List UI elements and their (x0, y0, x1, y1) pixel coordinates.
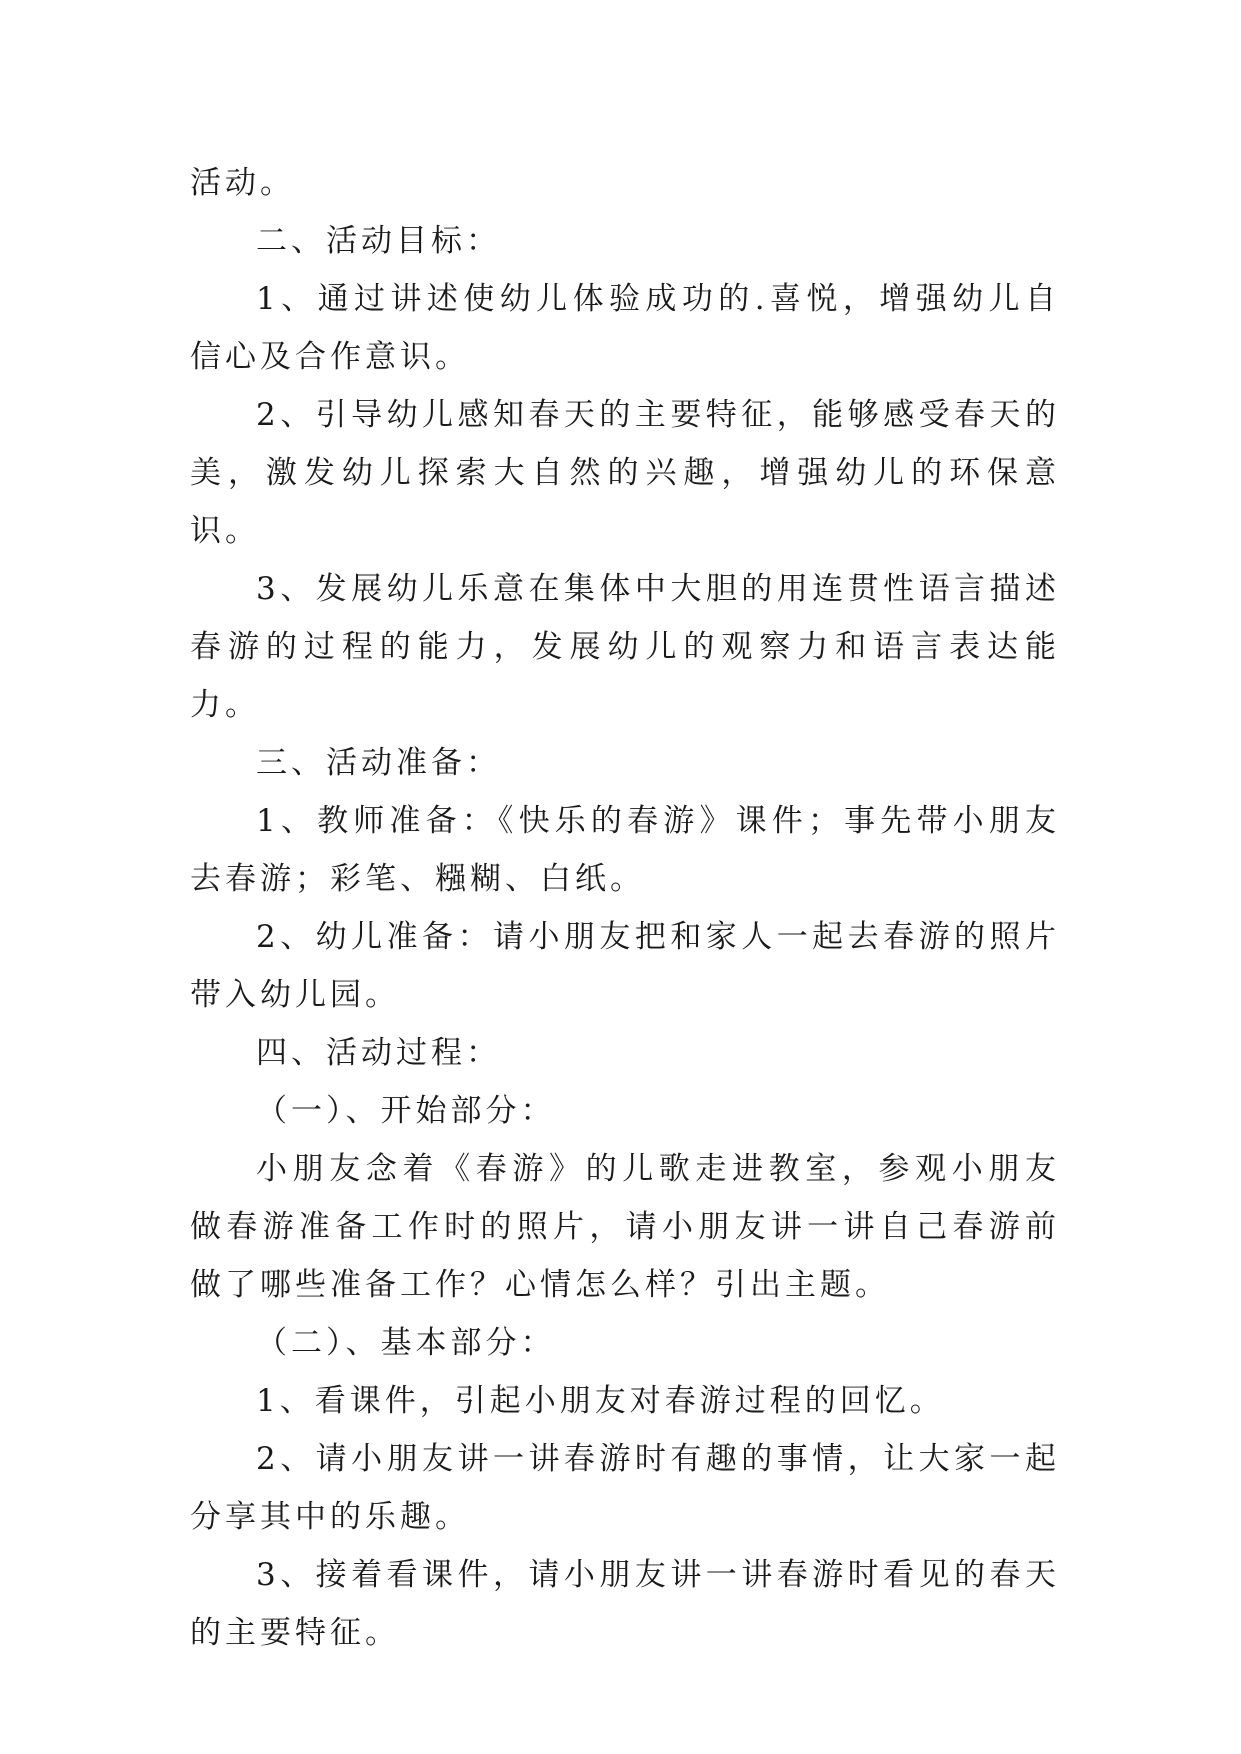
preparation-item-1: 1、教师准备：《快乐的春游》课件；事先带小朋友去春游；彩笔、糨糊、白纸。 (190, 803, 1060, 897)
basic-part-item-2: 2、请小朋友讲一讲春游时有趣的事情，让大家一起分享其中的乐趣。 (190, 1441, 1060, 1535)
heading-activity-preparation: 三、活动准备： (256, 745, 501, 781)
goal-item-2: 2、引导幼儿感知春天的主要特征，能够感受春天的美，激发幼儿探索大自然的兴趣，增强幼儿的环保意识。 (190, 397, 1060, 549)
preparation-item-2: 2、幼儿准备：请小朋友把和家人一起去春游的照片带入幼儿园。 (190, 919, 1060, 1013)
heading-activity-process: 四、活动过程： (256, 1035, 501, 1071)
basic-part-item-1: 1、看课件，引起小朋友对春游过程的回忆。 (256, 1383, 945, 1419)
heading-activity-goals: 二、活动目标： (256, 223, 501, 259)
goal-item-3: 3、发展幼儿乐意在集体中大胆的用连贯性语言描述春游的过程的能力，发展幼儿的观察力和语言表达能力。 (190, 571, 1060, 723)
goal-item-1: 1、通过讲述使幼儿体验成功的.喜悦，增强幼儿自信心及合作意识。 (190, 281, 1060, 375)
basic-part-item-3: 3、接着看课件，请小朋友讲一讲春游时看见的春天的主要特征。 (190, 1557, 1060, 1651)
subheading-basic-part: （二）、基本部分： (256, 1325, 556, 1361)
paragraph-continuation: 活动。 (190, 165, 295, 201)
subheading-opening-part: （一）、开始部分： (256, 1093, 556, 1129)
document-body (190, 154, 1060, 1662)
opening-part-text: 小朋友念着《春游》的儿歌走进教室，参观小朋友做春游准备工作时的照片，请小朋友讲一讲自己春游前做了哪些准备工作？心情怎么样？引出主题。 (190, 1151, 1060, 1303)
